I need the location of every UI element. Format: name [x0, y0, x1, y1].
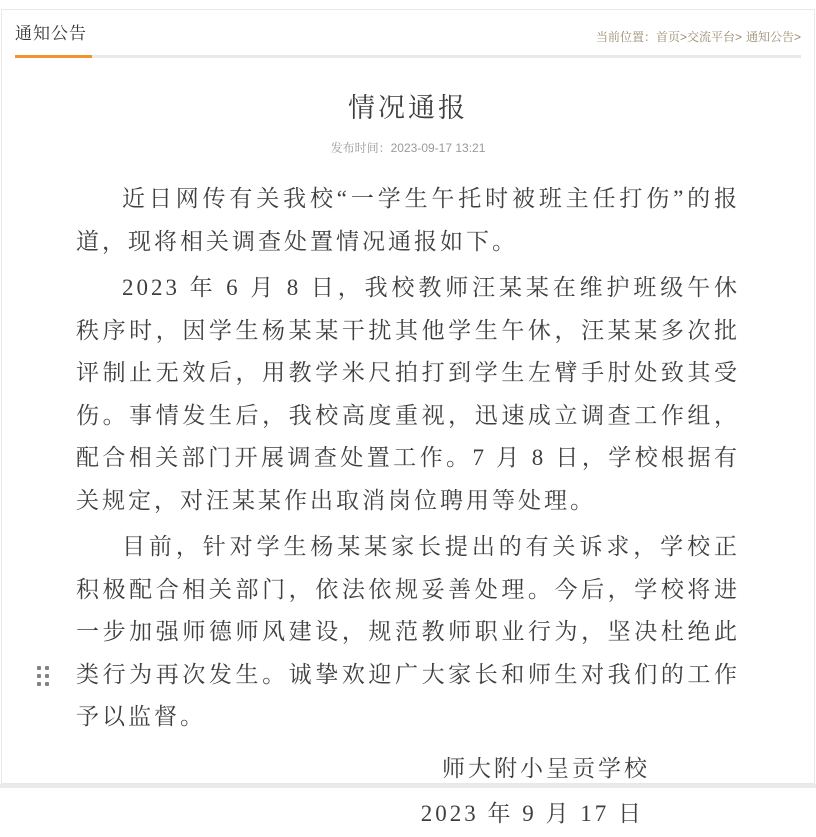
dot [45, 682, 49, 686]
breadcrumb-item-home[interactable]: 首页> [655, 30, 687, 44]
dot [37, 674, 41, 678]
header-row [15, 23, 801, 45]
paragraph: 目前，针对学生杨某某家长提出的有关诉求，学校正积极配合相关部门，依法依规妥善处理。今后，学校将进一步加强师德师风建设，规范教师职业行为，坚决杜绝此类行为再次发生。诚挚欢迎广大家长和师生对我们的工作予以监督。 [76, 534, 740, 729]
breadcrumb-label: 当前位置： [595, 30, 656, 44]
signature-block [76, 747, 740, 837]
publish-time: 发布时间：2023-09-17 13:21 [330, 141, 486, 155]
article-body [76, 178, 740, 739]
notice-card [1, 9, 815, 826]
header-divider [15, 55, 801, 58]
breadcrumb-item-exchange-platform[interactable]: 交流平台> [686, 30, 742, 44]
dot [37, 682, 41, 686]
signature-school-name: 师大附小呈贡学校 [442, 755, 650, 781]
paragraph: 近日网传有关我校“一学生午托时被班主任打伤”的报道，现将相关调查处置情况通报如下。 [76, 186, 740, 254]
section-title: 通知公告 [15, 24, 87, 43]
paragraph: 2023 年 6 月 8 日，我校教师汪某某在维护班级午休秩序时，因学生杨某某干扰其他学生午休，汪某某多次批评制止无效后，用教学米尺拍打到学生左臂手肘处致其受伤。事情发生后，我校高度重视，迅速成立调查工作组，配合相关部门开展调查处置工作。7 月 8 日，学校根据有关规定，对汪某某作出取消岗位聘用等处理。 [76, 275, 740, 513]
header-divider-accent [15, 55, 92, 58]
dot [45, 674, 49, 678]
card-header [2, 10, 814, 58]
dot [37, 666, 41, 670]
page-bottom-strip [0, 784, 816, 788]
drag-handle-icon[interactable] [37, 666, 49, 686]
dot [45, 666, 49, 670]
article [2, 58, 814, 837]
signature-date: 2023 年 9 月 17 日 [420, 800, 644, 826]
article-title: 情况通报 [348, 93, 468, 123]
breadcrumb-item-notices[interactable]: 通知公告> [745, 30, 801, 44]
breadcrumb [596, 29, 801, 45]
